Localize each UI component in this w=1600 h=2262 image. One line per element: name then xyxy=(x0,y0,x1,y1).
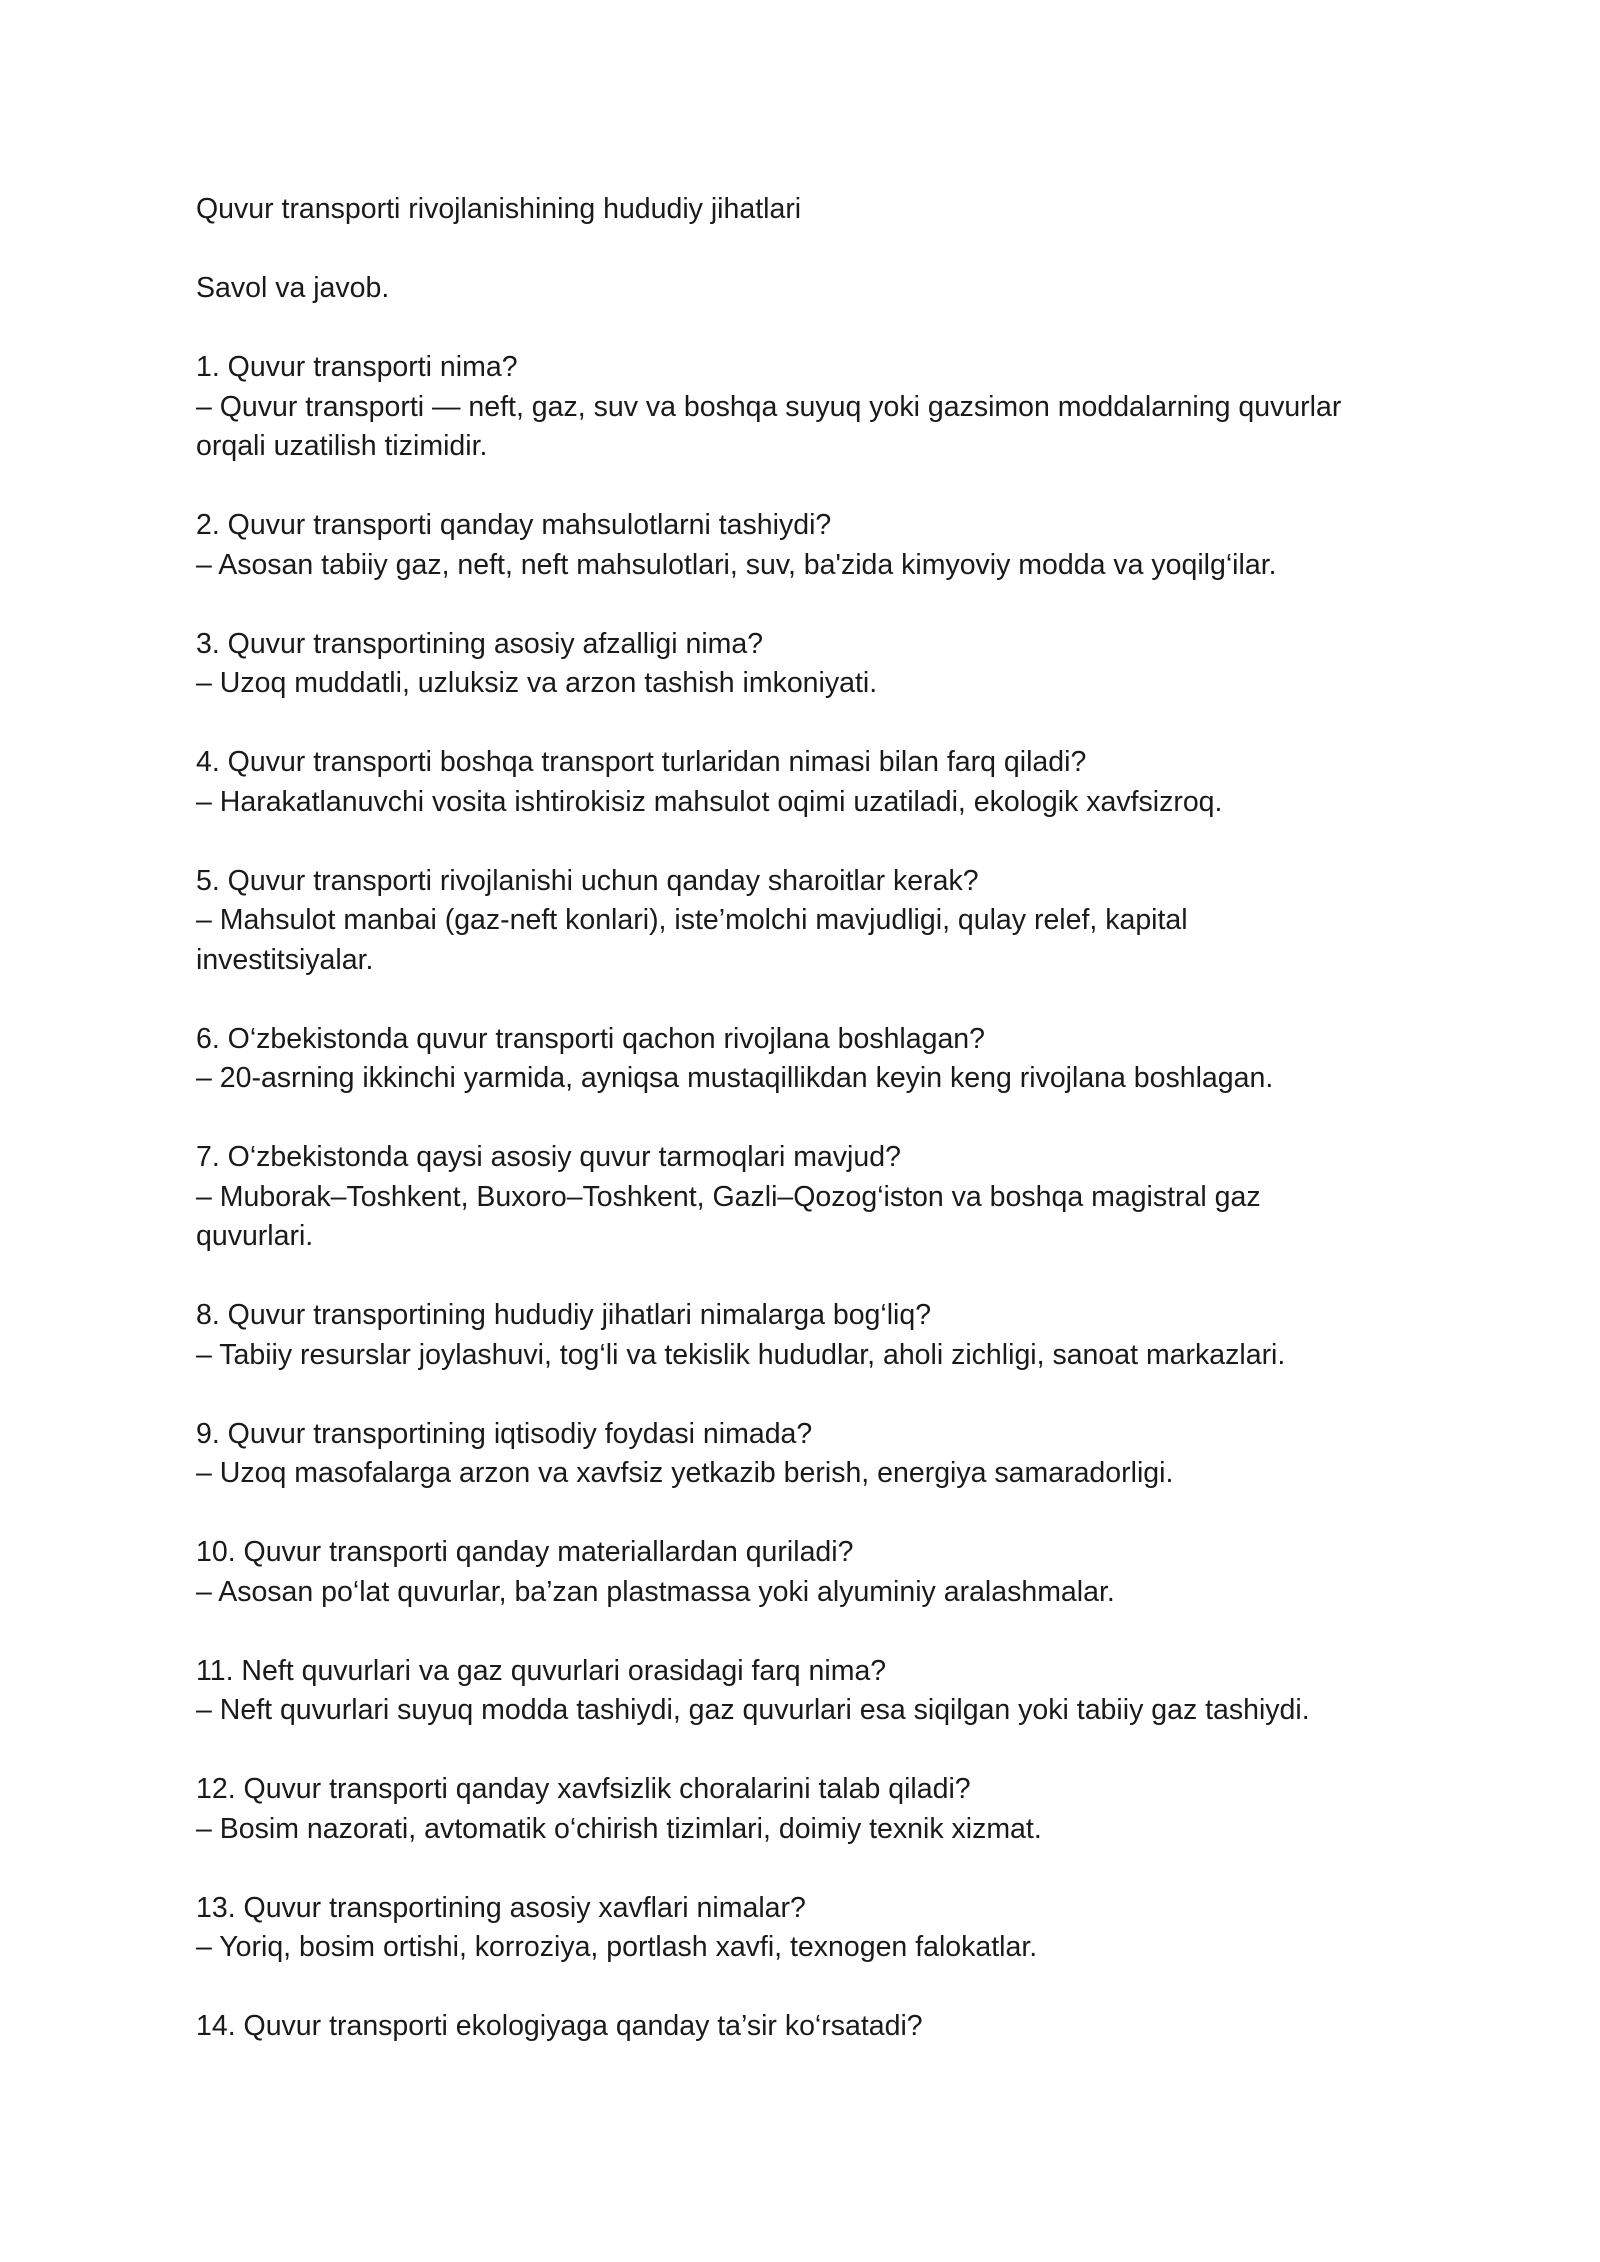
answer-text: – Asosan po‘lat quvurlar, ba’zan plastmassa yoki alyuminiy aralashmalar. xyxy=(196,1575,1115,1608)
answer-text: – Asosan tabiiy gaz, neft, neft mahsulotlari, suv, ba'zida kimyoviy modda va yoqilg‘ilar. xyxy=(196,548,1277,581)
question-text: 14. Quvur transporti ekologiyaga qanday ta’sir ko‘rsatadi? xyxy=(196,2010,923,2042)
qa-item xyxy=(196,1770,1436,1849)
qa-list xyxy=(196,348,1436,2047)
question-text: 3. Quvur transportining asosiy afzalligi nima? xyxy=(196,627,764,660)
document-subtitle: Savol va javob. xyxy=(196,272,390,304)
qa-item xyxy=(196,1296,1436,1375)
qa-item xyxy=(196,2007,1436,2047)
question-text: 12. Quvur transporti qanday xavfsizlik choralarini talab qiladi? xyxy=(196,1773,971,1805)
answer-text: – Harakatlanuvchi vosita ishtirokisiz mahsulot oqimi uzatiladi, ekologik xavfsizroq. xyxy=(196,785,1223,818)
answer-text: – Quvur transporti — neft, gaz, suv va boshqa suyuq yoki gazsimon moddalarning quvurlar xyxy=(196,390,1342,423)
answer-text: orqali uzatilish tizimidir. xyxy=(196,430,488,462)
document-subtitle-block xyxy=(196,269,1436,309)
question-text: 8. Quvur transportining hududiy jihatlari nimalarga bog‘liq? xyxy=(196,1299,932,1331)
question-text: 7. O‘zbekistonda qaysi asosiy quvur tarmoqlari mavjud? xyxy=(196,1141,901,1173)
question-text: 11. Neft quvurlari va gaz quvurlari orasidagi farq nima? xyxy=(196,1654,887,1687)
qa-item xyxy=(196,1889,1436,1968)
document-title-block xyxy=(196,190,1436,230)
answer-text: – Yoriq, bosim ortishi, korroziya, portlash xavfi, texnogen falokatlar. xyxy=(196,1931,1038,1963)
qa-item xyxy=(196,348,1436,467)
question-text: 13. Quvur transportining asosiy xavflari nimalar? xyxy=(196,1891,806,1924)
qa-item xyxy=(196,506,1436,585)
question-text: 2. Quvur transporti qanday mahsulotlarni tashiydi? xyxy=(196,509,832,541)
qa-item xyxy=(196,1138,1436,1257)
answer-text: quvurlari. xyxy=(196,1220,314,1252)
question-text: 1. Quvur transporti nima? xyxy=(196,351,518,383)
answer-text: – Neft quvurlari suyuq modda tashiydi, gaz quvurlari esa siqilgan yoki tabiiy gaz tashiydi. xyxy=(196,1694,1310,1726)
document-page xyxy=(196,190,1436,2086)
answer-text: – 20-asrning ikkinchi yarmida, ayniqsa mustaqillikdan keyin keng rivojlana boshlagan. xyxy=(196,1062,1274,1094)
answer-text: – Bosim nazorati, avtomatik o‘chirish tizimlari, doimiy texnik xizmat. xyxy=(196,1812,1042,1845)
answer-text: – Tabiiy resurslar joylashuvi, tog‘li va tekislik hududlar, aholi zichligi, sanoat markazlari. xyxy=(196,1338,1286,1371)
answer-text: investitsiyalar. xyxy=(196,943,374,976)
question-text: 4. Quvur transporti boshqa transport turlaridan nimasi bilan farq qiladi? xyxy=(196,746,1087,778)
answer-text: – Muborak–Toshkent, Buxoro–Toshkent, Gazli–Qozog‘iston va boshqa magistral gaz xyxy=(196,1180,1261,1213)
question-text: 9. Quvur transportining iqtisodiy foydasi nimada? xyxy=(196,1417,813,1450)
qa-item xyxy=(196,1533,1436,1612)
document-title: Quvur transporti rivojlanishining hududiy jihatlari xyxy=(196,193,802,225)
answer-text: – Uzoq muddatli, uzluksiz va arzon tashish imkoniyati. xyxy=(196,667,878,699)
qa-item xyxy=(196,1652,1436,1731)
answer-text: – Uzoq masofalarga arzon va xavfsiz yetkazib berish, energiya samaradorligi. xyxy=(196,1457,1174,1489)
qa-item xyxy=(196,743,1436,822)
answer-text: – Mahsulot manbai (gaz-neft konlari), iste’molchi mavjudligi, qulay relef, kapital xyxy=(196,904,1188,936)
question-text: 5. Quvur transporti rivojlanishi uchun qanday sharoitlar kerak? xyxy=(196,864,979,897)
qa-item xyxy=(196,625,1436,704)
qa-item xyxy=(196,1020,1436,1099)
question-text: 6. O‘zbekistonda quvur transporti qachon rivojlana boshlagan? xyxy=(196,1022,985,1055)
qa-item xyxy=(196,862,1436,981)
question-text: 10. Quvur transporti qanday materiallardan quriladi? xyxy=(196,1536,854,1568)
qa-item xyxy=(196,1415,1436,1494)
